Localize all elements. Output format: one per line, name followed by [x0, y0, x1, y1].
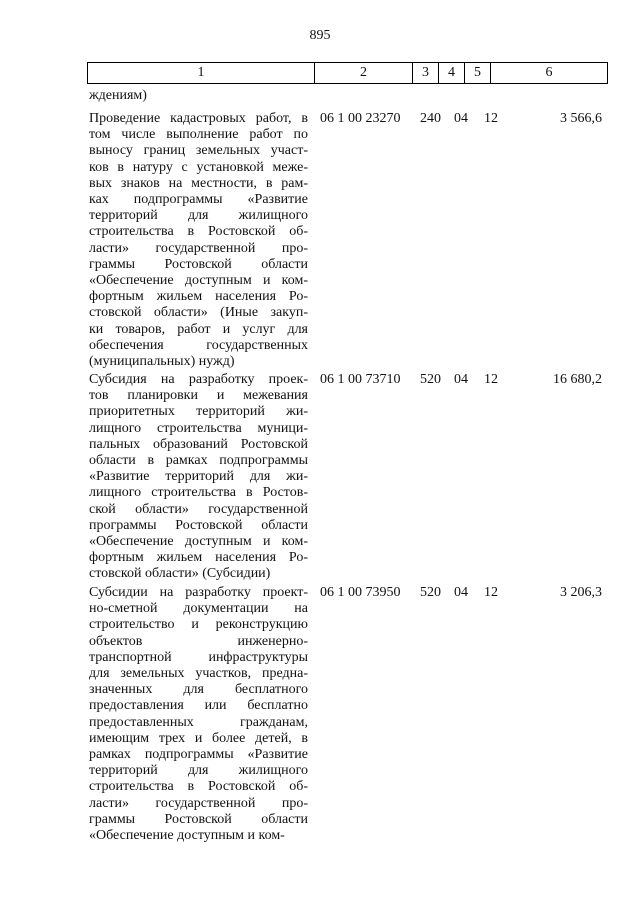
- description-line: предоставленных гражданам,: [89, 714, 308, 730]
- description-line: ках подпрограммы «Развитие: [89, 192, 308, 208]
- description-line: «Обеспечение доступным и ком-: [89, 534, 308, 550]
- row-description: [89, 372, 308, 583]
- description-line: ласти» государственной про-: [89, 240, 308, 256]
- description-line: но-сметной документации на: [89, 601, 308, 617]
- description-line: имеющим трех и более детей, в: [89, 730, 308, 746]
- row-description: [89, 111, 308, 370]
- description-line: «Развитие территорий для жи-: [89, 469, 308, 485]
- row-rz: 04: [454, 585, 468, 600]
- row-code: 06 1 00 73950: [320, 585, 401, 600]
- row-vr: 520: [420, 372, 441, 387]
- description-line: рамках подпрограммы «Развитие: [89, 747, 308, 763]
- description-line: территорий для жилищного: [89, 208, 308, 224]
- description-line: тов планировки и межевания: [89, 388, 308, 404]
- column-header-3: 3: [413, 63, 439, 83]
- row-code: 06 1 00 73710: [320, 372, 401, 387]
- description-line: транспортной инфраструктуры: [89, 649, 308, 665]
- description-line: фортным жильем населения Ро-: [89, 289, 308, 305]
- description-line: ки товаров, работ и услуг для: [89, 321, 308, 337]
- description-line: лищного строительства муници-: [89, 420, 308, 436]
- description-line: граммы Ростовской области: [89, 811, 308, 827]
- row-description: [89, 585, 308, 844]
- description-line: программы Ростовской области: [89, 517, 308, 533]
- description-line: предоставления или бесплатно: [89, 698, 308, 714]
- description-line: Субсидии на разработку проект-: [89, 585, 308, 600]
- description-line: стовской области» (Иные закуп-: [89, 305, 308, 321]
- row-vr: 520: [420, 585, 441, 600]
- description-line: ков в натуру с установкой меже-: [89, 159, 308, 175]
- description-line: Проведение кадастровых работ, в: [89, 111, 308, 126]
- description-line: строительства в Ростовской об-: [89, 779, 308, 795]
- description-line: обеспечения государственных: [89, 337, 308, 353]
- row-pr: 12: [484, 111, 498, 126]
- description-line: вых знаков на местности, в рам-: [89, 175, 308, 191]
- row-sum: 3 566,6: [560, 111, 602, 126]
- description-line: пальных образований Ростовской: [89, 436, 308, 452]
- row-rz: 04: [454, 372, 468, 387]
- description-line: Субсидия на разработку проек-: [89, 372, 308, 387]
- column-header-5: 5: [465, 63, 491, 83]
- description-line: для земельных участков, предна-: [89, 666, 308, 682]
- page-number: 895: [309, 28, 331, 43]
- description-line: строительства в Ростовской об-: [89, 224, 308, 240]
- column-header-2: 2: [315, 63, 413, 83]
- description-line: объектов инженерно-: [89, 633, 308, 649]
- continuation-text: ждениям): [89, 88, 147, 103]
- description-line: граммы Ростовской области: [89, 256, 308, 272]
- row-code: 06 1 00 23270: [320, 111, 401, 126]
- description-line: (муниципальных) нужд): [89, 354, 235, 370]
- column-header-1: 1: [88, 63, 315, 83]
- column-header-6: 6: [545, 65, 553, 80]
- description-line: «Обеспечение доступным и ком-: [89, 828, 285, 844]
- row-sum: 3 206,3: [560, 585, 602, 600]
- description-line: области в рамках подпрограммы: [89, 453, 308, 469]
- row-sum: 16 680,2: [553, 372, 602, 387]
- column-header-4: 4: [439, 63, 465, 83]
- row-rz: 04: [454, 111, 468, 126]
- description-line: «Обеспечение доступным и ком-: [89, 273, 308, 289]
- table-header: [87, 62, 608, 84]
- description-line: лищного строительства в Ростов-: [89, 485, 308, 501]
- description-line: территорий для жилищного: [89, 763, 308, 779]
- description-line: значенных для бесплатного: [89, 682, 308, 698]
- description-line: стовской области» (Субсидии): [89, 566, 271, 582]
- description-line: том числе выполнение работ по: [89, 127, 308, 143]
- description-line: приоритетных территорий жи-: [89, 404, 308, 420]
- description-line: строительство и реконструкцию: [89, 617, 308, 633]
- row-pr: 12: [484, 585, 498, 600]
- description-line: ласти» государственной про-: [89, 795, 308, 811]
- description-line: фортным жильем населения Ро-: [89, 550, 308, 566]
- description-line: выносу границ земельных участ-: [89, 143, 308, 159]
- row-pr: 12: [484, 372, 498, 387]
- row-vr: 240: [420, 111, 441, 126]
- description-line: ской области» государственной: [89, 501, 308, 517]
